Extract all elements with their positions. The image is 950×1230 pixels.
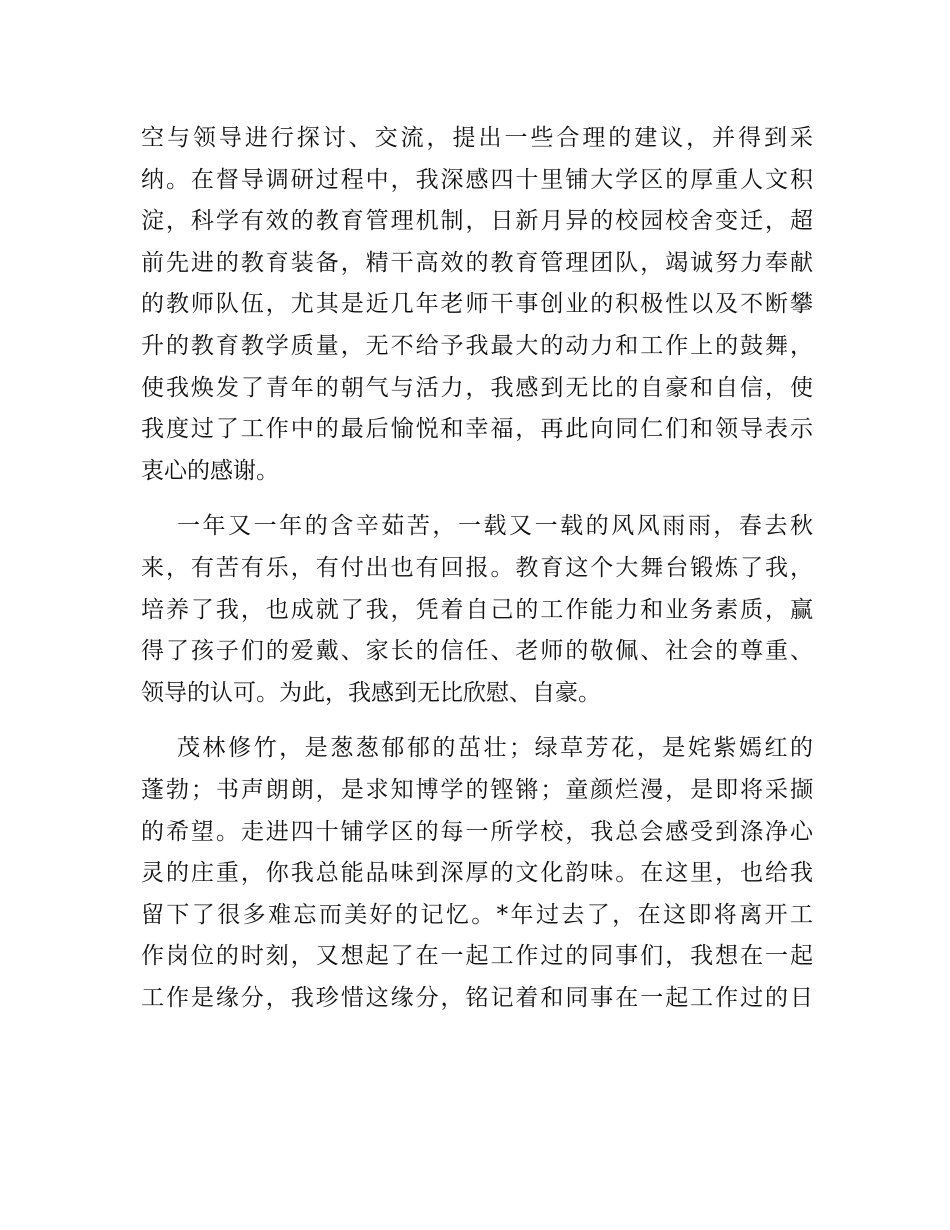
text-line: 茂林修竹，是葱葱郁郁的茁壮；绿草芳花，是姹紫嫣红的 (177, 735, 813, 762)
text-line: 升的教育教学质量，无不给予我最大的动力和工作上的鼓舞， (141, 332, 813, 359)
text-line: 一年又一年的含辛茹苦，一载又一载的风风雨雨，春去秋 (177, 513, 813, 540)
text-line: 空与领导进行探讨、交流，提出一些合理的建议，并得到采 (141, 125, 813, 151)
text-line: 来，有苦有乐，有付出也有回报。教育这个大舞台锻炼了我， (141, 554, 813, 581)
text-line: 淀，科学有效的教育管理机制，日新月异的校园校舍变迁，超 (141, 208, 813, 235)
text-line: 作岗位的时刻，又想起了在一起工作过的同事们，我想在一起 (141, 943, 813, 970)
text-line: 纳。在督导调研过程中，我深感四十里铺大学区的厚重人文积 (141, 166, 813, 193)
paragraph-1 (141, 118, 813, 492)
text-line: 前先进的教育装备，精干高效的教育管理团队，竭诚努力奉献 (141, 249, 813, 276)
paragraph-3 (141, 728, 813, 1019)
text-line: 得了孩子们的爱戴、家长的信任、老师的敬佩、社会的尊重、 (141, 638, 813, 665)
text-line: 培养了我，也成就了我，凭着自己的工作能力和业务素质，赢 (141, 596, 813, 623)
text-line: 蓬勃；书声朗朗，是求知博学的铿锵；童颜烂漫，是即将采撷 (141, 776, 813, 803)
text-line: 工作是缘分，我珍惜这缘分，铭记着和同事在一起工作过的日 (141, 984, 813, 1011)
body-text (141, 118, 813, 1033)
text-line: 的教师队伍，尤其是近几年老师干事创业的积极性以及不断攀 (141, 291, 813, 318)
text-line: 衷心的感谢。 (141, 457, 279, 484)
paragraph-2 (141, 506, 813, 714)
text-line: 领导的认可。为此，我感到无比欣慰、自豪。 (141, 679, 601, 706)
text-line: 的希望。走进四十铺学区的每一所学校，我总会感受到涤净心 (141, 818, 813, 845)
text-line: 灵的庄重，你我总能品味到深厚的文化韵味。在这里，也给我 (141, 860, 813, 887)
text-line: 我度过了工作中的最后愉悦和幸福，再此向同仁们和领导表示 (141, 416, 813, 443)
text-line: 使我焕发了青年的朝气与活力，我感到无比的自豪和自信，使 (141, 374, 813, 401)
text-line: 留下了很多难忘而美好的记忆。*年过去了，在这即将离开工 (141, 901, 813, 928)
